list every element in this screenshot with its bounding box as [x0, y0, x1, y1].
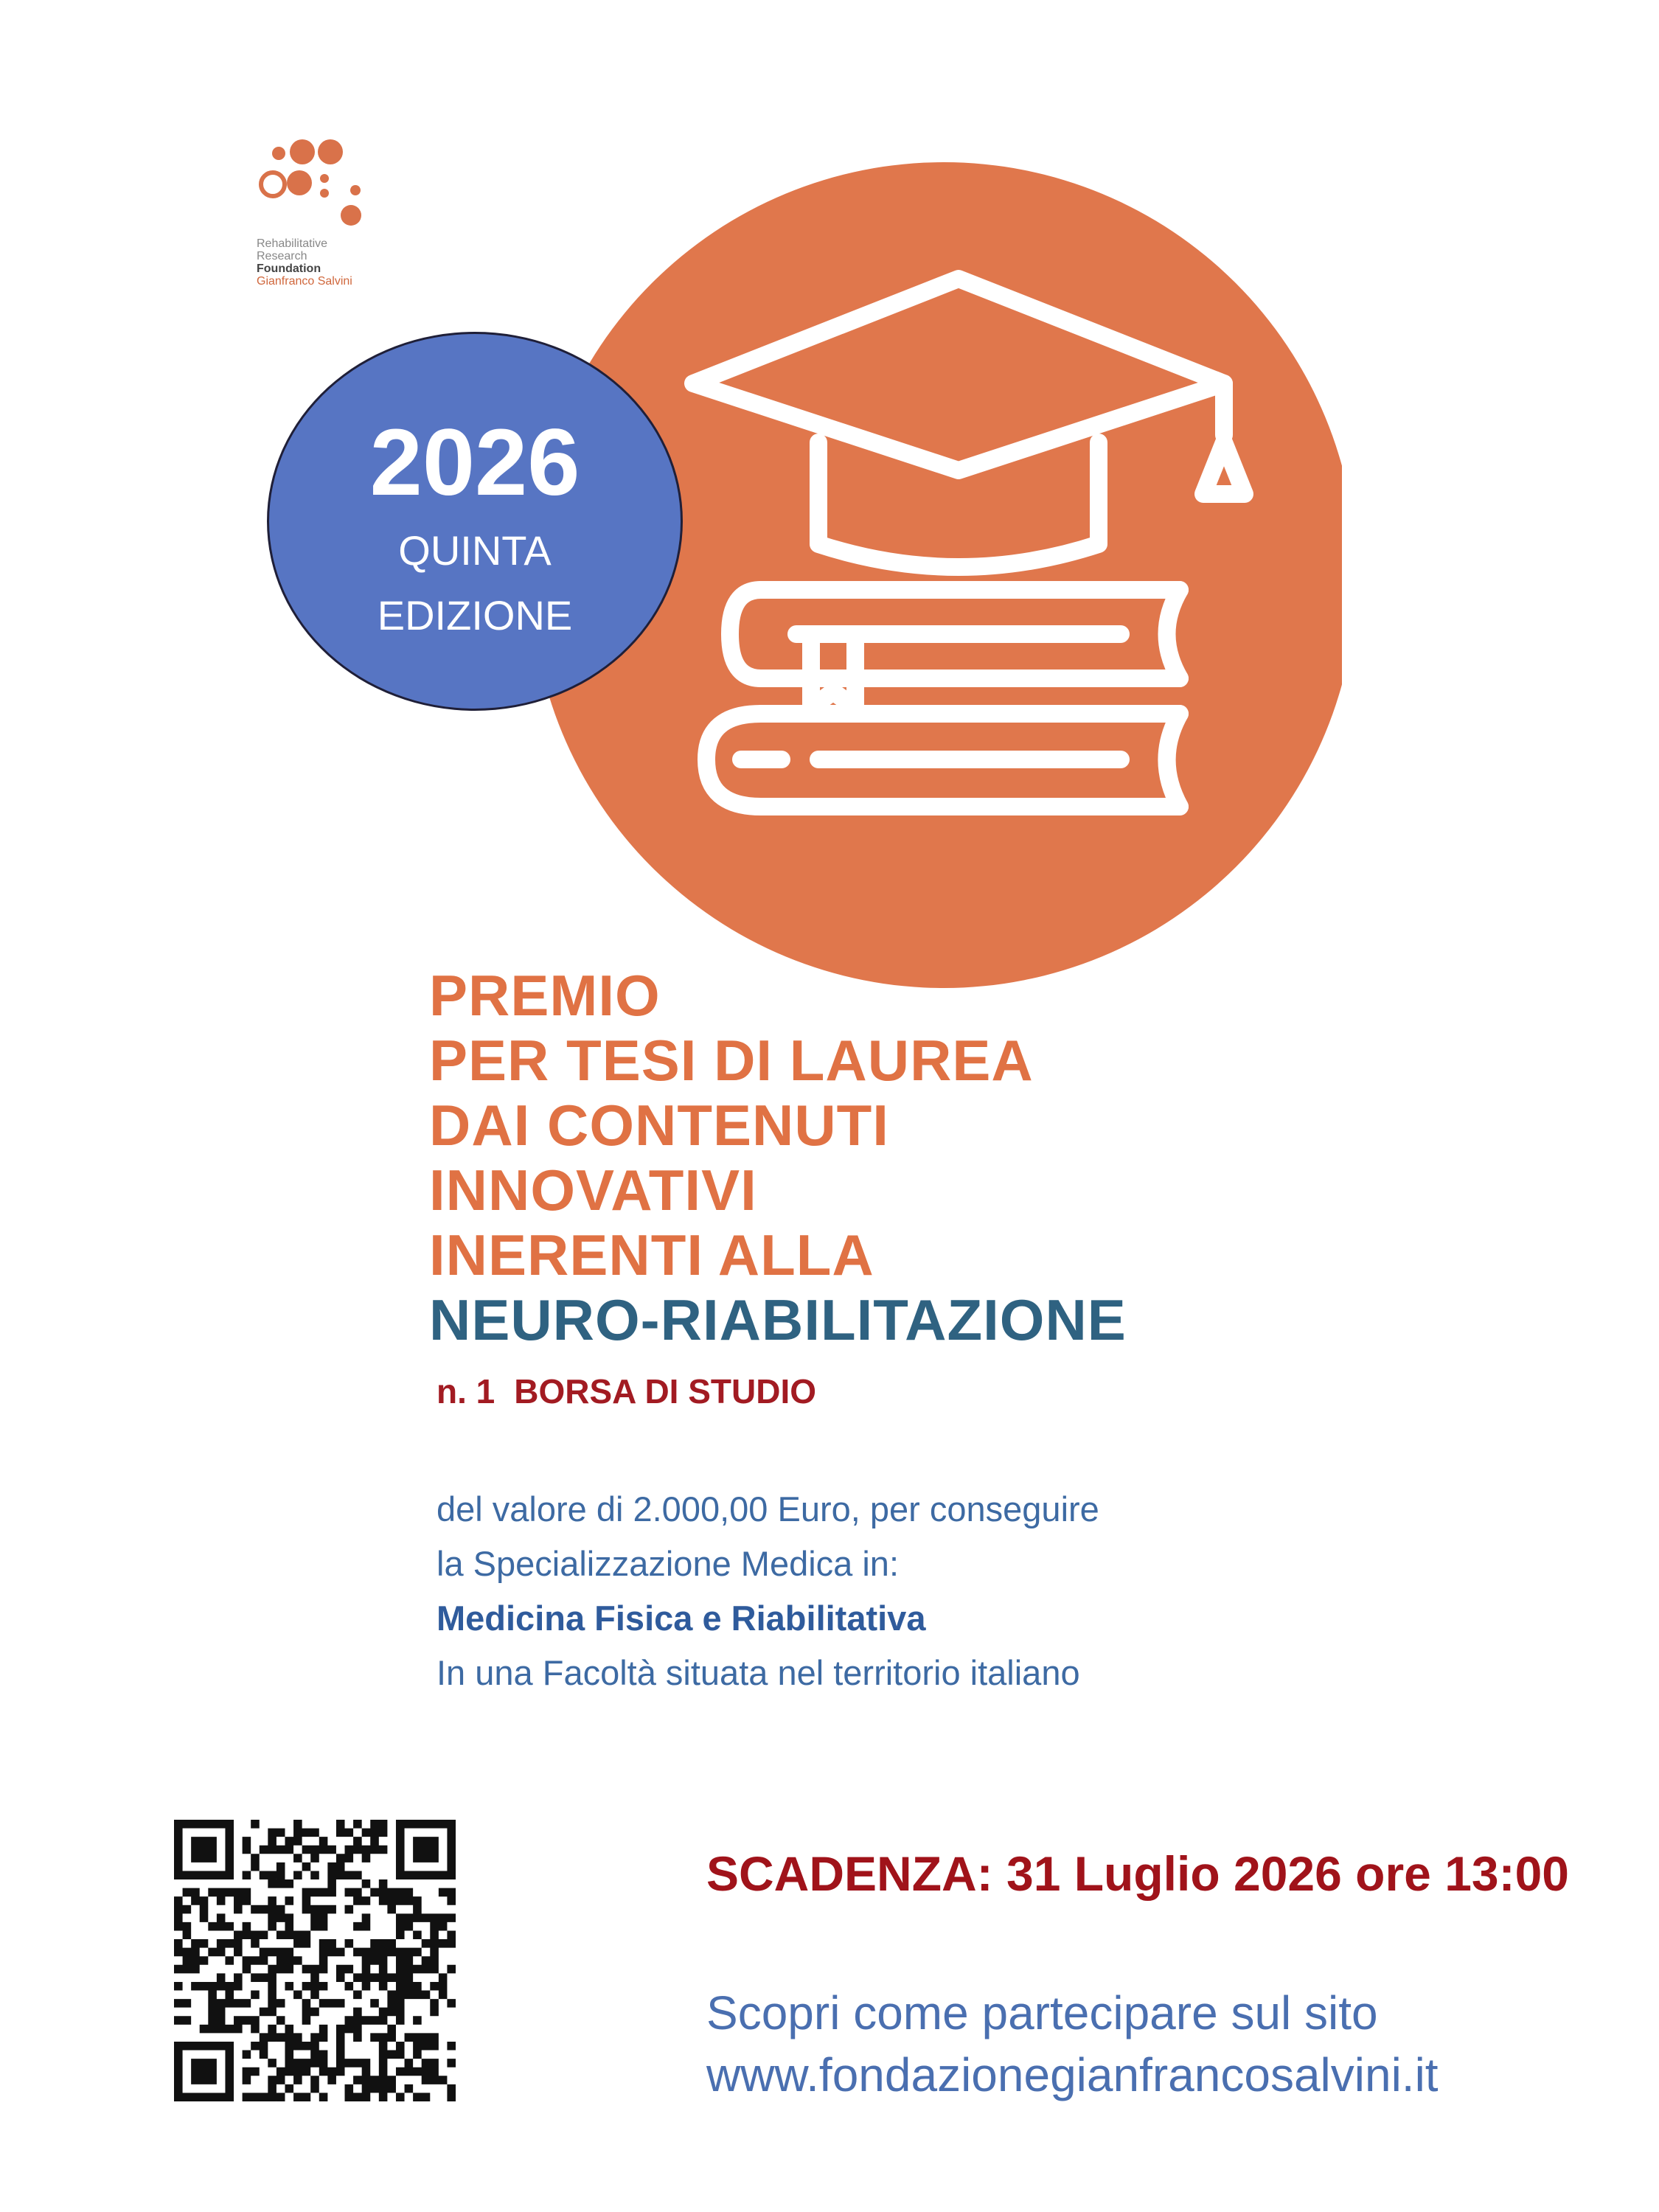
logo-dot	[290, 139, 315, 164]
foundation-logo	[257, 133, 389, 317]
logo-line-3: Foundation	[257, 262, 321, 275]
logo-line-2: Research	[257, 250, 307, 262]
description-line: del valore di 2.000,00 Euro, per conseguire	[437, 1489, 1099, 1528]
logo-dot	[350, 185, 361, 195]
headline-line: INERENTI ALLA	[429, 1222, 874, 1287]
badge-edition-label: EDIZIONE	[377, 592, 573, 639]
edition-badge	[267, 332, 683, 711]
scholarship-label: BORSA DI STUDIO	[514, 1372, 817, 1411]
logo-line-4: Gianfranco Salvini	[257, 275, 352, 288]
description-line: In una Facoltà situata nel territorio italiano	[437, 1653, 1080, 1692]
logo-dot	[320, 189, 329, 198]
logo-dot	[318, 139, 343, 164]
deadline-text: SCADENZA: 31 Luglio 2026 ore 13:00	[706, 1846, 1570, 1901]
qr-finder-pattern	[178, 1824, 229, 1875]
headline-line: INNOVATIVI	[429, 1158, 757, 1222]
badge-year: 2026	[369, 410, 580, 515]
logo-dot	[320, 174, 329, 183]
qr-code[interactable]	[174, 1820, 456, 2101]
headline-highlight: NEURO-RIABILITAZIONE	[429, 1287, 1127, 1352]
logo-dot	[272, 147, 285, 160]
info-block	[706, 1982, 1439, 2106]
logo-line-1: Rehabilitative	[257, 237, 328, 250]
qr-finder-pattern	[178, 2046, 229, 2097]
logo-text	[257, 237, 352, 288]
headline-line: PREMIO	[429, 963, 661, 1028]
logo-dot	[341, 205, 361, 226]
scholarship-count: n. 1	[437, 1372, 495, 1411]
headline-line: DAI CONTENUTI	[429, 1093, 889, 1158]
website-link[interactable]: www.fondazionegianfrancosalvini.it	[706, 2048, 1439, 2101]
logo-dot	[261, 173, 285, 196]
info-text: Scopri come partecipare sul sito	[706, 1986, 1378, 2039]
logo-dot	[287, 170, 312, 195]
headline	[429, 963, 1127, 1352]
headline-line: PER TESI DI LAUREA	[429, 1028, 1034, 1093]
description-line: la Specializzazione Medica in:	[437, 1544, 899, 1583]
scholarship-description	[437, 1482, 1099, 1700]
scholarship-title	[437, 1371, 816, 1411]
qr-finder-pattern	[400, 1824, 451, 1875]
specialization-name: Medicina Fisica e Riabilitativa	[437, 1599, 926, 1638]
badge-edition-number: QUINTA	[398, 527, 552, 574]
